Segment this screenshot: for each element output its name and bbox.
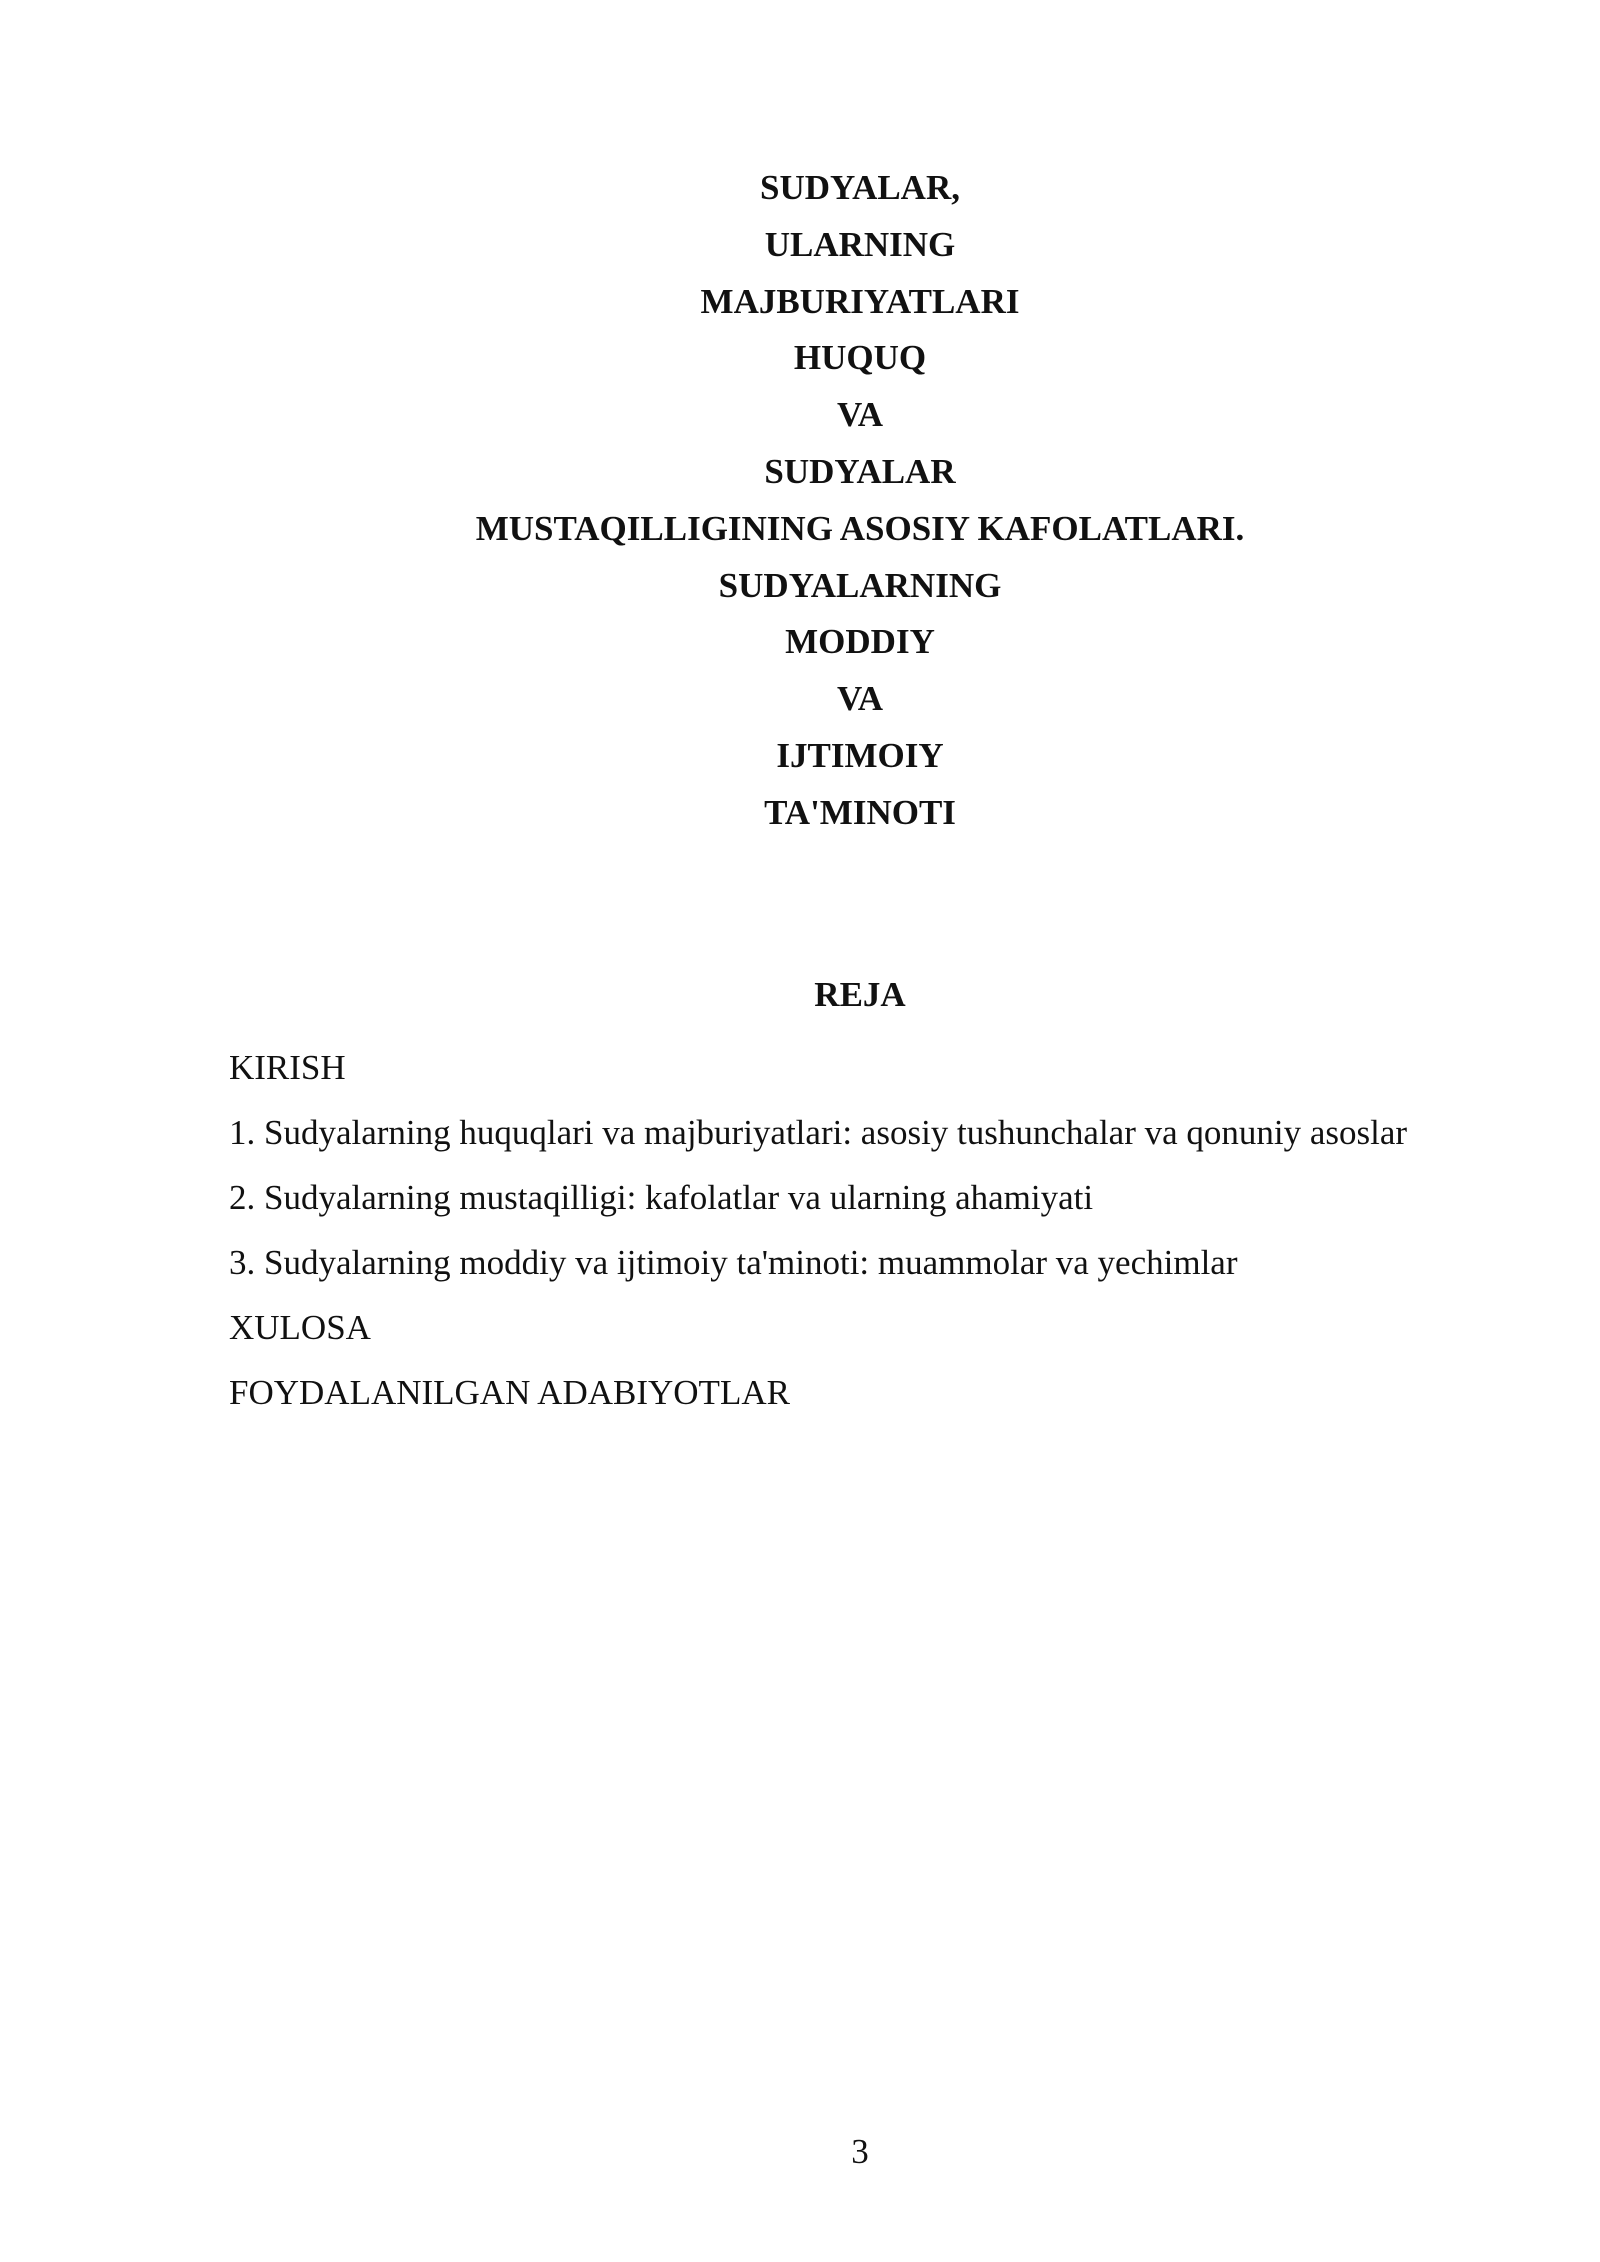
plan-item-2: 2. Sudyalarning mustaqilligi: kafolatlar va ularning ahamiyati — [229, 1178, 1094, 1217]
title-line: VA — [836, 679, 884, 719]
plan-item-1: 1. Sudyalarning huquqlari va majburiyatlari: asosiy tushunchalar va qonuniy asoslar — [229, 1113, 1408, 1152]
title-line: IJTIMOIY — [776, 735, 944, 775]
plan-heading: REJA — [814, 975, 906, 1014]
plan-list — [229, 1039, 1409, 1429]
plan-item-introduction: KIRISH — [229, 1048, 346, 1087]
title-line: MUSTAQILLIGINING ASOSIY KAFOLATLARI. — [475, 508, 1245, 548]
title-line: MODDIY — [785, 622, 935, 662]
title-line: ULARNING — [764, 224, 956, 264]
title-line: MAJBURIYATLARI — [700, 281, 1020, 321]
title-line: VA — [836, 395, 884, 435]
plan-item-conclusion: XULOSA — [229, 1308, 371, 1347]
document-title — [0, 160, 1600, 842]
title-line: TA'MINOTI — [764, 792, 956, 832]
page-number: 3 — [851, 2132, 869, 2171]
title-line: SUDYALAR — [764, 451, 956, 491]
title-line: SUDYALARNING — [718, 565, 1002, 605]
title-line: SUDYALAR, — [759, 168, 960, 207]
plan-item-3: 3. Sudyalarning moddiy va ijtimoiy ta'minoti: muammolar va yechimlar — [229, 1243, 1238, 1282]
plan-item-references: FOYDALANILGAN ADABIYOTLAR — [229, 1373, 790, 1412]
title-line: HUQUQ — [793, 338, 927, 378]
